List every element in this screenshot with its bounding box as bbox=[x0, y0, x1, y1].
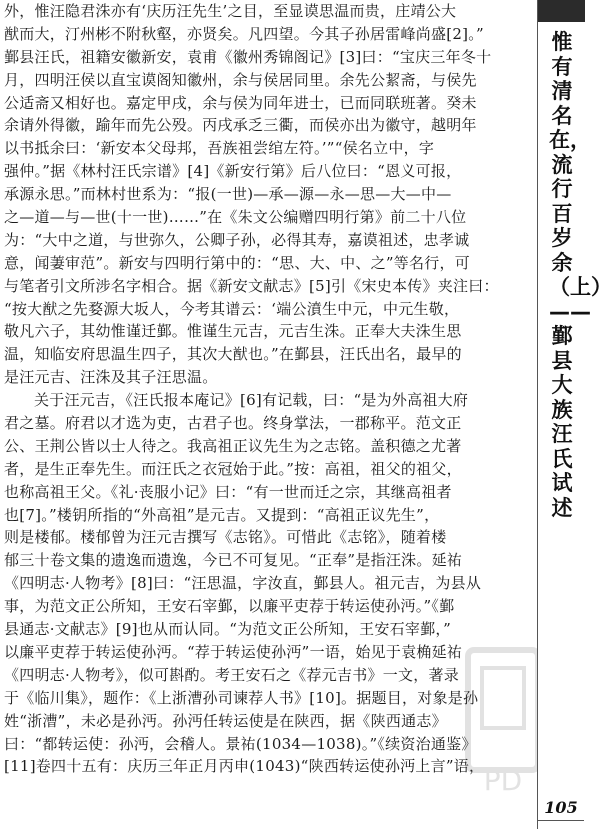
text-line: 是汪元吉、汪洙及其子汪思温。 bbox=[4, 368, 218, 387]
text-line: 郁三十卷文集的遗逸而遗逸，今已不可复见。“正奉”是指汪洙。延祐 bbox=[4, 551, 463, 570]
text-line: 敬凡六子，其幼惟谨迁鄞。惟谨生元吉，元吉生洙。正奉大夫洙生思 bbox=[4, 322, 462, 341]
text-line: 姓“浙漕”，未必是孙沔。孙沔任转运使是在陕西，据《陕西通志》 bbox=[4, 711, 447, 730]
paragraph-start: 关于汪元吉，《汪氏报本庵记》[6]有记载，曰：“是为外高祖大府 bbox=[34, 391, 469, 410]
text-line: 外，惟汪隐君洙亦有‘庆历汪先生’之目，至显谟思温而贵，庄靖公大 bbox=[4, 2, 457, 20]
page-number: 105 bbox=[544, 798, 578, 817]
text-line: 余请外得徽，踰年而先公殁。丙戌承乏三衢，而侯亦出为徽守，越明年 bbox=[4, 116, 477, 135]
text-line: 曰：“都转运使：孙沔，会稽人。景祐(1034—1038)。”《续资治通鉴》 bbox=[4, 734, 477, 753]
text-line: 与笔者引文所涉名字相合。据《新安文献志》[5]引《宋史本传》夹注曰： bbox=[4, 276, 499, 295]
side-tab bbox=[537, 0, 612, 829]
text-line: 为：“大中之道，与世弥久，公卿子孙，必得其寿，嘉谟祖述，忠孝诚 bbox=[4, 230, 470, 249]
text-line: “按大猷之先婺源大坂人，今考其谱云：‘端公濆生中元，中元生敬， bbox=[4, 299, 460, 318]
text-line: 强仲。”据《林村汪氏宗谱》[4]《新安行第》后八位曰：“恩义可报， bbox=[4, 162, 462, 181]
text-line: 鄞县汪氏，祖籍安徽新安，袁甫《徽州秀锦阁记》[3]曰：“宝庆三年冬十 bbox=[4, 47, 492, 66]
text-line: 月，四明汪侯以直宝谟阁知徽州，余与侯居同里。余先公絜斋，与侯先 bbox=[4, 70, 477, 89]
text-line: 意，闻萋审范”。新安与四明行第中的：“思、大、中、之”等名行，可 bbox=[4, 253, 471, 272]
text-line: 也[7]。”楼钥所指的“外高祖”是元吉。又提到：“高祖正议先生”， bbox=[4, 505, 440, 524]
text-line: 猷而大，汀州彬不附秋壑，亦贤矣。凡四望。今其子孙居雷峰尚盛[2]。” bbox=[4, 24, 484, 43]
text-line: 以书抵余曰：‘新安本父母邦，吾族祖尝绾左符。’”“侯名立中，字 bbox=[4, 139, 435, 158]
text-line: 之—道—与—世(十一世)……”在《朱文公编赠四明行第》前二十八位 bbox=[4, 208, 467, 227]
text-line: 公适斋又相好也。嘉定甲戌，余与侯为同年进士，已而同联班著。癸未 bbox=[4, 93, 477, 112]
text-line: 者，是生正奉先生。而汪氏之衣冠始于此。”按：高祖，祖父的祖父， bbox=[4, 459, 462, 478]
text-line: 《四明志·人物考》，似可斟酌。考王安石之《荐元吉书》一文，著录 bbox=[4, 665, 460, 684]
watermark-seal-icon bbox=[448, 640, 548, 800]
watermark-text: PD bbox=[483, 764, 523, 797]
text-line: 则是楼郁。楼郁曾为汪元吉撰写《志铭》。可惜此《志铭》，随着楼 bbox=[4, 528, 447, 547]
text-line: 于《临川集》，题作：《上浙漕孙司谏荐人书》[10]。据题目，对象是孙 bbox=[4, 688, 479, 707]
text-line: 承源永思。”而林村世系为：“报(一世)—承—源—永—思—大—中— bbox=[4, 185, 452, 204]
text-line: 县通志·文献志》[9]也从而认同。“为范文正公所知，王安石宰鄞，” bbox=[4, 620, 452, 639]
text-line: 温，知临安府思温生四子，其次大猷也。”在鄞县，汪氏出名，最早的 bbox=[4, 345, 462, 364]
text-line: 公、王荆公皆以士人待之。我高祖正议先生为之志铭。盖积德之尤著 bbox=[4, 436, 462, 455]
text-line: [11]卷四十五有：庆历三年正月丙申(1043)“陕西转运使孙沔上言”语， bbox=[4, 757, 485, 776]
page-number-rule bbox=[537, 820, 584, 821]
text-line: 《四明志·人物考》[8]曰：“汪思温，字汝直，鄞县人。祖元吉，为县从 bbox=[4, 574, 482, 593]
text-line: 君之墓。府君以才选为吏，古君子也。终身掌法，一郡称平。范文正 bbox=[4, 414, 462, 433]
text-line: 以廉平吏荐于转运使孙沔。“荐于转运使孙沔”一语，始见于袁桷延祐 bbox=[4, 642, 463, 661]
text-line: 事，为范文正公所知，王安石宰鄞，以廉平吏荐于转运使孙沔。”《鄞 bbox=[4, 597, 455, 616]
chapter-title: 惟有清名在，流行百岁余（上）——鄞县大族汪氏试述 bbox=[549, 30, 612, 520]
side-tab-marker bbox=[538, 0, 585, 22]
text-line: 也称高祖王父。《礼·丧服小记》曰：“有一世而迁之宗，其继高祖者 bbox=[4, 482, 452, 501]
